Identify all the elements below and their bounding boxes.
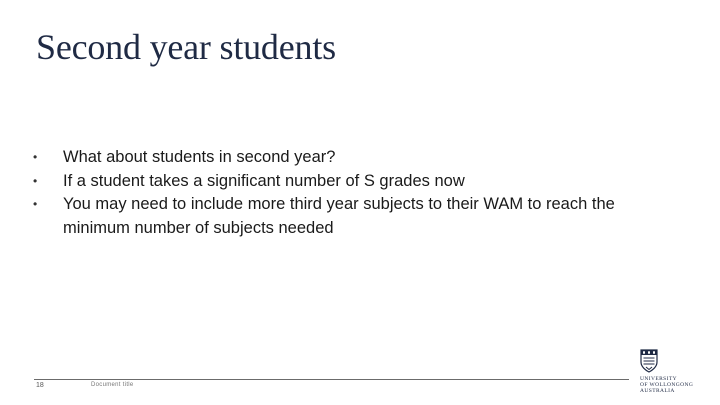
bullet-list [30, 146, 620, 240]
bullet-text: What about students in second year? [63, 148, 336, 166]
bullet-dot: • [33, 197, 38, 211]
slide-title: Second year students [36, 27, 336, 67]
logo-line: OF WOLLONGONG [640, 382, 694, 388]
page-number: 18 [36, 382, 44, 389]
university-logo [636, 349, 696, 399]
logo-wordmark [640, 376, 693, 394]
bullet-dot: • [33, 173, 38, 188]
footer-divider [34, 379, 629, 380]
bullet-text: If a student takes a significant number of S grades now [63, 171, 465, 190]
logo-line: UNIVERSITY [640, 376, 677, 382]
logo-line: AUSTRALIA [640, 388, 675, 394]
bullet-item [30, 146, 620, 170]
bullet-item [30, 170, 620, 194]
document-title: Document title [91, 382, 134, 388]
bullet-dot: • [33, 150, 38, 164]
bullet-item [30, 193, 620, 240]
bullet-text: You may need to include more third year subjects to their WAM to reach the minimum number of subjects needed [63, 195, 615, 237]
university-crest-icon [640, 349, 658, 373]
